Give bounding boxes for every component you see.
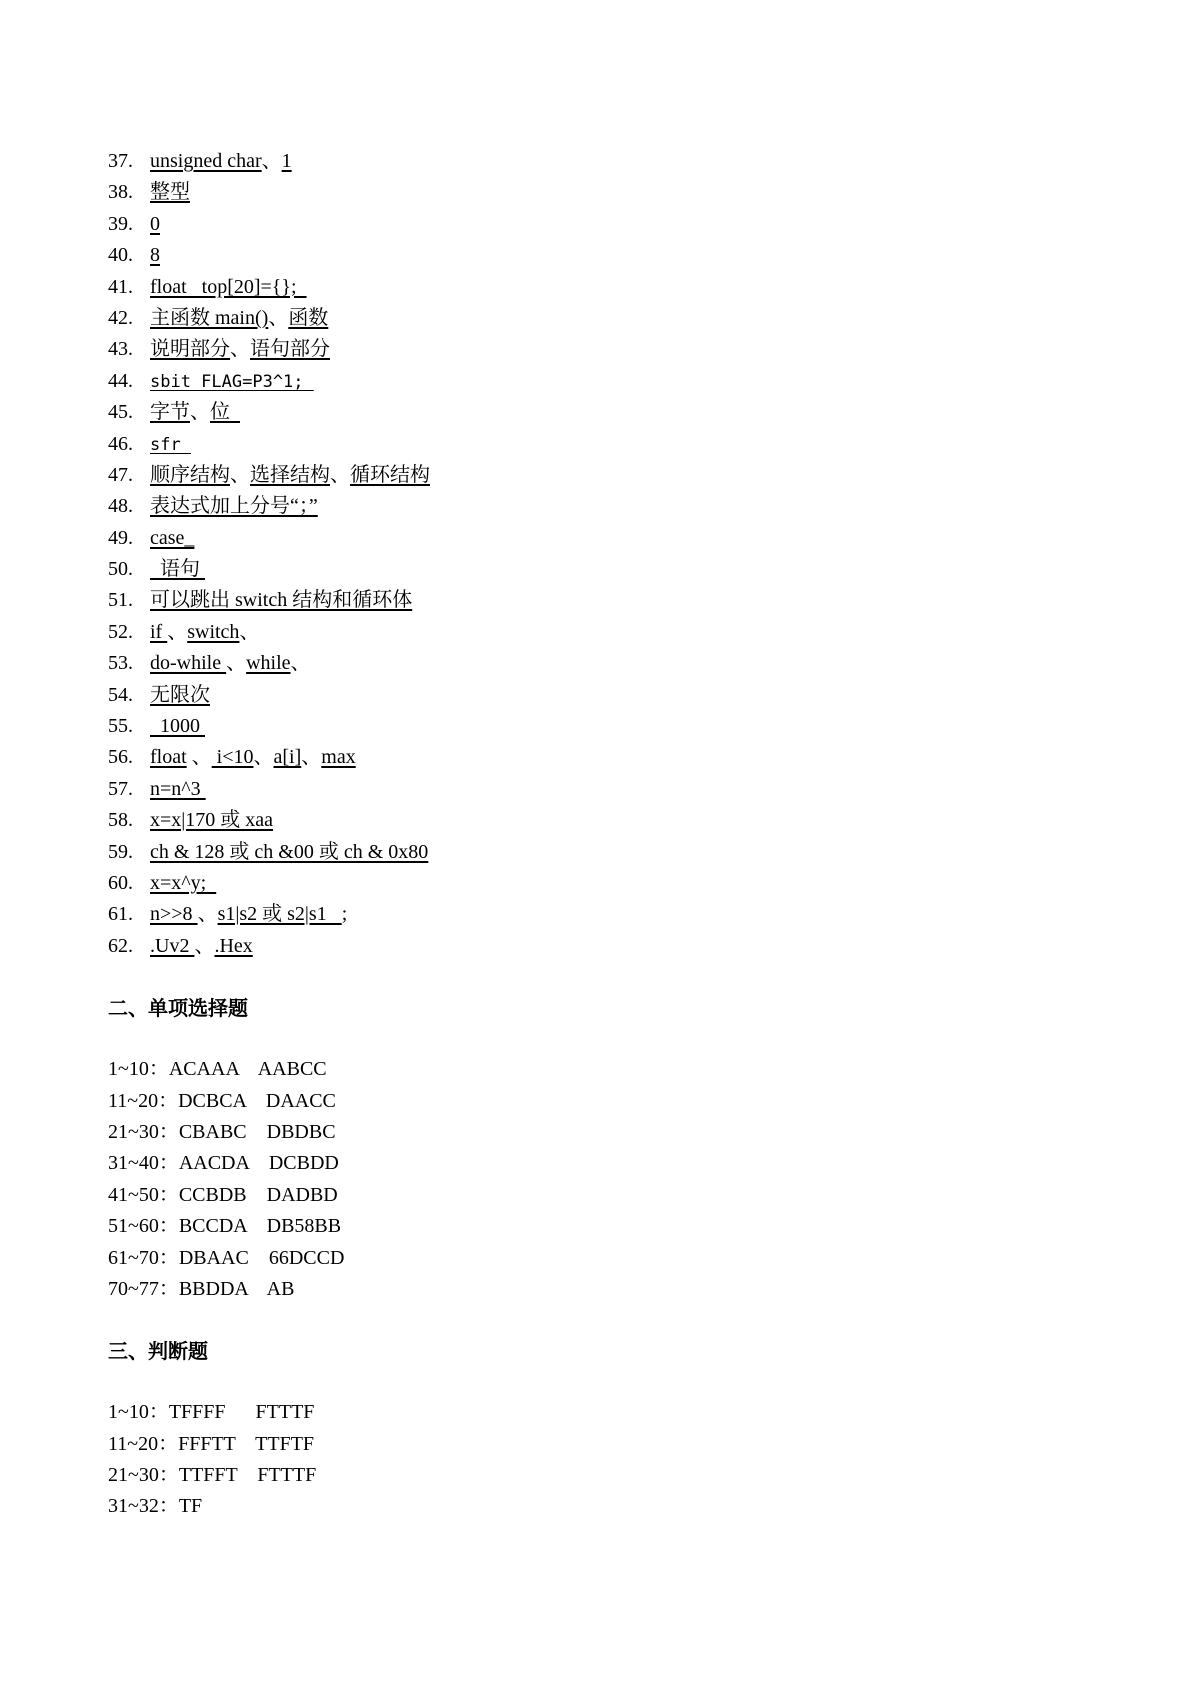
underlined-answer: n>>8	[150, 903, 198, 926]
answer-text	[150, 276, 307, 298]
answer-row	[108, 585, 1108, 616]
underlined-answer: 表达式加上分号“；”	[150, 495, 318, 518]
answer-text	[150, 778, 206, 800]
choice-answer-row: 51~60：BCCDA DB58BB	[108, 1215, 342, 1238]
answer-text	[150, 433, 191, 455]
true-false-answer-block	[108, 1397, 1108, 1523]
answer-text	[150, 401, 240, 423]
answer-row	[108, 805, 1108, 836]
answer-number: 49.	[108, 526, 133, 549]
underlined-answer: 位	[210, 401, 240, 424]
underlined-answer: case_	[150, 526, 195, 549]
answer-row	[108, 868, 1108, 899]
answer-row	[108, 554, 1108, 585]
answer-row	[108, 837, 1108, 868]
answer-row	[108, 523, 1108, 554]
underlined-answer: sfr	[150, 434, 191, 455]
underlined-answer: 循环结构	[350, 463, 430, 486]
answer-text	[150, 589, 412, 611]
underlined-answer: 1000	[150, 715, 205, 738]
answer-number: 37.	[108, 150, 133, 172]
fill-in-answer-list	[108, 146, 1108, 962]
separator: 、	[330, 463, 350, 486]
answer-number: 46.	[108, 432, 133, 455]
true-false-answer-row: 21~30：TTFFT FTTTF	[108, 1464, 317, 1487]
answer-number: 58.	[108, 809, 133, 832]
underlined-answer: 字节	[150, 401, 190, 424]
answer-text	[150, 715, 205, 737]
answer-row	[108, 742, 1108, 773]
answer-number: 45.	[108, 401, 133, 424]
answer-number: 57.	[108, 777, 133, 800]
answer-text	[150, 935, 253, 957]
answer-number: 59.	[108, 840, 133, 863]
choice-answer-row: 21~30：CBABC DBDBC	[108, 1120, 336, 1143]
answer-text	[150, 370, 314, 392]
answer-number: 43.	[108, 338, 133, 361]
answer-row	[108, 648, 1108, 679]
underlined-answer: 主函数 main()	[150, 306, 269, 329]
underlined-answer: unsigned char	[150, 150, 262, 172]
separator: 、	[197, 903, 218, 926]
answer-number: 51.	[108, 589, 133, 612]
underlined-answer: x=x|170 或 xaa	[150, 809, 274, 832]
answer-number: 41.	[108, 275, 133, 298]
separator: 、	[190, 401, 210, 424]
answer-text	[150, 903, 347, 925]
underlined-answer: 顺序结构	[150, 463, 230, 486]
separator: 、	[230, 338, 250, 361]
answer-content	[108, 146, 1108, 1523]
separator: 、	[226, 652, 247, 675]
choice-answer-row: 70~77：BBDDA AB	[108, 1277, 295, 1300]
answer-number: 56.	[108, 746, 133, 769]
answer-text	[150, 558, 205, 580]
answer-text	[150, 841, 428, 863]
underlined-answer: 8	[150, 244, 160, 267]
answer-number: 61.	[108, 903, 133, 926]
underlined-answer: max	[321, 746, 356, 769]
separator: 、	[301, 746, 322, 769]
answer-text	[150, 213, 160, 235]
answer-number: 39.	[108, 212, 133, 235]
section-title-single-choice: 二、单项选择题	[108, 996, 248, 1021]
answer-text	[150, 244, 160, 266]
underlined-answer: .Hex	[214, 934, 253, 957]
answer-number: 62.	[108, 934, 133, 957]
underlined-answer: 选择结构	[250, 463, 330, 486]
underlined-answer: while	[246, 652, 291, 675]
separator: 、	[261, 150, 282, 172]
underlined-answer: x=x^y;	[150, 871, 217, 894]
underlined-answer: do-while	[150, 652, 227, 675]
underlined-answer: .Uv2	[150, 934, 195, 957]
underlined-answer: if	[150, 620, 168, 643]
underlined-answer: float	[150, 746, 187, 769]
choice-answer-row: 11~20：DCBCA DAACC	[108, 1089, 336, 1112]
choice-answer-row: 61~70：DBAAC 66DCCD	[108, 1246, 345, 1269]
answer-row	[108, 491, 1108, 522]
underlined-answer: s1|s2 或 s2|s1	[217, 903, 342, 926]
separator: 、	[253, 746, 274, 769]
true-false-answer-row: 1~10：TFFFF FTTTF	[108, 1401, 315, 1424]
underlined-answer: switch	[187, 620, 240, 643]
answer-number: 42.	[108, 306, 133, 329]
separator: 、	[230, 463, 250, 486]
choice-answer-row: 41~50：CCBDB DADBD	[108, 1183, 338, 1206]
choice-answer-row: 31~40：AACDA DCBDD	[108, 1152, 339, 1175]
separator: 、	[239, 620, 260, 643]
answer-row	[108, 460, 1108, 491]
answer-row	[108, 177, 1108, 208]
answer-text	[150, 684, 210, 706]
answer-row	[108, 397, 1108, 428]
underlined-answer: sbit FLAG=P3^1;	[150, 371, 314, 392]
answer-text	[150, 464, 430, 486]
answer-row	[108, 680, 1108, 711]
underlined-answer: 整型	[150, 181, 190, 204]
underlined-answer: 语句部分	[250, 338, 330, 361]
underlined-answer: 可以跳出 switch 结构和循环体	[150, 589, 413, 612]
underlined-answer: i<10	[211, 746, 254, 769]
answer-row	[108, 272, 1108, 303]
answer-number: 44.	[108, 369, 133, 392]
answer-row	[108, 774, 1108, 805]
separator: 、	[268, 306, 289, 329]
answer-row	[108, 209, 1108, 240]
underlined-answer: 函数	[288, 306, 329, 329]
choice-answer-row: 1~10：ACAAA AABCC	[108, 1058, 327, 1081]
underlined-answer: 说明部分	[150, 338, 230, 361]
answer-number: 48.	[108, 495, 133, 518]
underlined-answer: n=n^3	[150, 777, 206, 800]
underlined-answer: 1	[281, 150, 292, 172]
answer-number: 52.	[108, 620, 133, 643]
answer-number: 55.	[108, 715, 133, 738]
underlined-answer: 无限次	[150, 683, 210, 706]
answer-text	[150, 307, 328, 329]
underlined-answer: 0	[150, 212, 160, 235]
answer-row	[108, 146, 1108, 177]
answer-row	[108, 303, 1108, 334]
answer-text	[150, 338, 330, 360]
answer-row	[108, 711, 1108, 742]
answer-row	[108, 931, 1108, 962]
answer-row	[108, 240, 1108, 271]
answer-number: 60.	[108, 871, 133, 894]
answer-text	[150, 746, 356, 768]
separator: ;	[341, 903, 348, 926]
section-title-true-false: 三、判断题	[108, 1339, 208, 1364]
answer-row	[108, 429, 1108, 460]
underlined-answer: 语句	[150, 558, 205, 581]
answer-text	[150, 872, 216, 894]
single-choice-answer-block	[108, 1054, 1108, 1305]
answer-number: 53.	[108, 652, 133, 675]
answer-text	[150, 809, 273, 831]
answer-number: 38.	[108, 181, 133, 204]
underlined-answer: float top[20]={};	[150, 275, 307, 298]
separator: 、	[290, 652, 311, 675]
separator: 、	[167, 620, 188, 643]
answer-text	[150, 150, 292, 172]
answer-text	[150, 621, 259, 643]
underlined-answer: ch & 128 或 ch &00 或 ch & 0x80	[150, 840, 429, 863]
underlined-answer: a[i]	[273, 746, 302, 769]
separator: 、	[194, 934, 215, 957]
answer-row	[108, 617, 1108, 648]
answer-text	[150, 181, 190, 203]
answer-text	[150, 527, 194, 549]
answer-row	[108, 366, 1108, 397]
true-false-answer-row: 11~20：FFFTT TTFTF	[108, 1432, 315, 1455]
answer-number: 50.	[108, 558, 133, 581]
true-false-answer-row: 31~32：TF	[108, 1495, 203, 1518]
answer-number: 40.	[108, 244, 133, 267]
separator: 、	[186, 746, 212, 769]
answer-number: 54.	[108, 683, 133, 706]
answer-row	[108, 334, 1108, 365]
answer-number: 47.	[108, 463, 133, 486]
answer-text	[150, 495, 318, 517]
answer-text	[150, 652, 311, 674]
answer-row	[108, 899, 1108, 930]
